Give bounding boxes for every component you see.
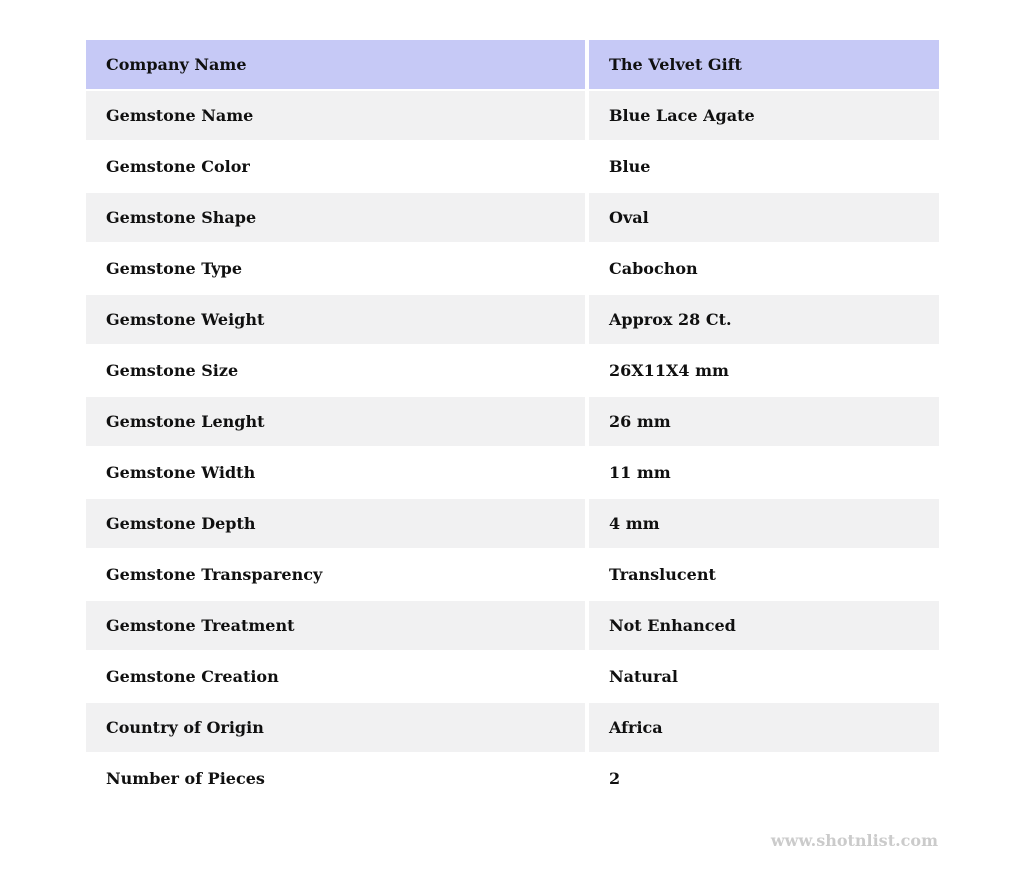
company-name-value-cell: The Velvet Gift	[589, 40, 939, 89]
spec-label-cell: Gemstone Depth	[86, 499, 585, 548]
spec-label-cell: Gemstone Lenght	[86, 397, 585, 446]
watermark: www.shotnlist.com	[770, 831, 938, 850]
table-row	[86, 754, 939, 803]
table-row	[86, 550, 939, 599]
spec-label-cell: Gemstone Size	[86, 346, 585, 395]
spec-label-cell: Gemstone Color	[86, 142, 585, 191]
spec-value-cell: Translucent	[589, 550, 939, 599]
spec-value-cell: 26X11X4 mm	[589, 346, 939, 395]
spec-value-cell: Africa	[589, 703, 939, 752]
table-row	[86, 244, 939, 293]
spec-value-cell: Blue Lace Agate	[589, 91, 939, 140]
spec-value-cell: 2	[589, 754, 939, 803]
table-row	[86, 346, 939, 395]
table-row	[86, 499, 939, 548]
table-row	[86, 397, 939, 446]
spec-label-cell: Gemstone Width	[86, 448, 585, 497]
table-row	[86, 601, 939, 650]
spec-value-cell: 4 mm	[589, 499, 939, 548]
spec-label-cell: Gemstone Treatment	[86, 601, 585, 650]
gemstone-spec-table	[86, 40, 939, 803]
spec-label-cell: Gemstone Shape	[86, 193, 585, 242]
spec-value-cell: 11 mm	[589, 448, 939, 497]
spec-value-cell: Oval	[589, 193, 939, 242]
spec-label-cell: Gemstone Creation	[86, 652, 585, 701]
table-row	[86, 295, 939, 344]
spec-value-cell: Cabochon	[589, 244, 939, 293]
spec-label-cell: Country of Origin	[86, 703, 585, 752]
spec-label-cell: Number of Pieces	[86, 754, 585, 803]
spec-value-cell: Approx 28 Ct.	[589, 295, 939, 344]
spec-value-cell: Natural	[589, 652, 939, 701]
table-row	[86, 448, 939, 497]
company-name-header-cell: Company Name	[86, 40, 585, 89]
table-row	[86, 703, 939, 752]
table-row	[86, 193, 939, 242]
table-header-row	[86, 40, 939, 89]
spec-value-cell: Not Enhanced	[589, 601, 939, 650]
spec-label-cell: Gemstone Weight	[86, 295, 585, 344]
table-row	[86, 142, 939, 191]
table-row	[86, 652, 939, 701]
spec-value-cell: 26 mm	[589, 397, 939, 446]
table-row	[86, 91, 939, 140]
spec-label-cell: Gemstone Type	[86, 244, 585, 293]
spec-label-cell: Gemstone Name	[86, 91, 585, 140]
spec-label-cell: Gemstone Transparency	[86, 550, 585, 599]
spec-value-cell: Blue	[589, 142, 939, 191]
